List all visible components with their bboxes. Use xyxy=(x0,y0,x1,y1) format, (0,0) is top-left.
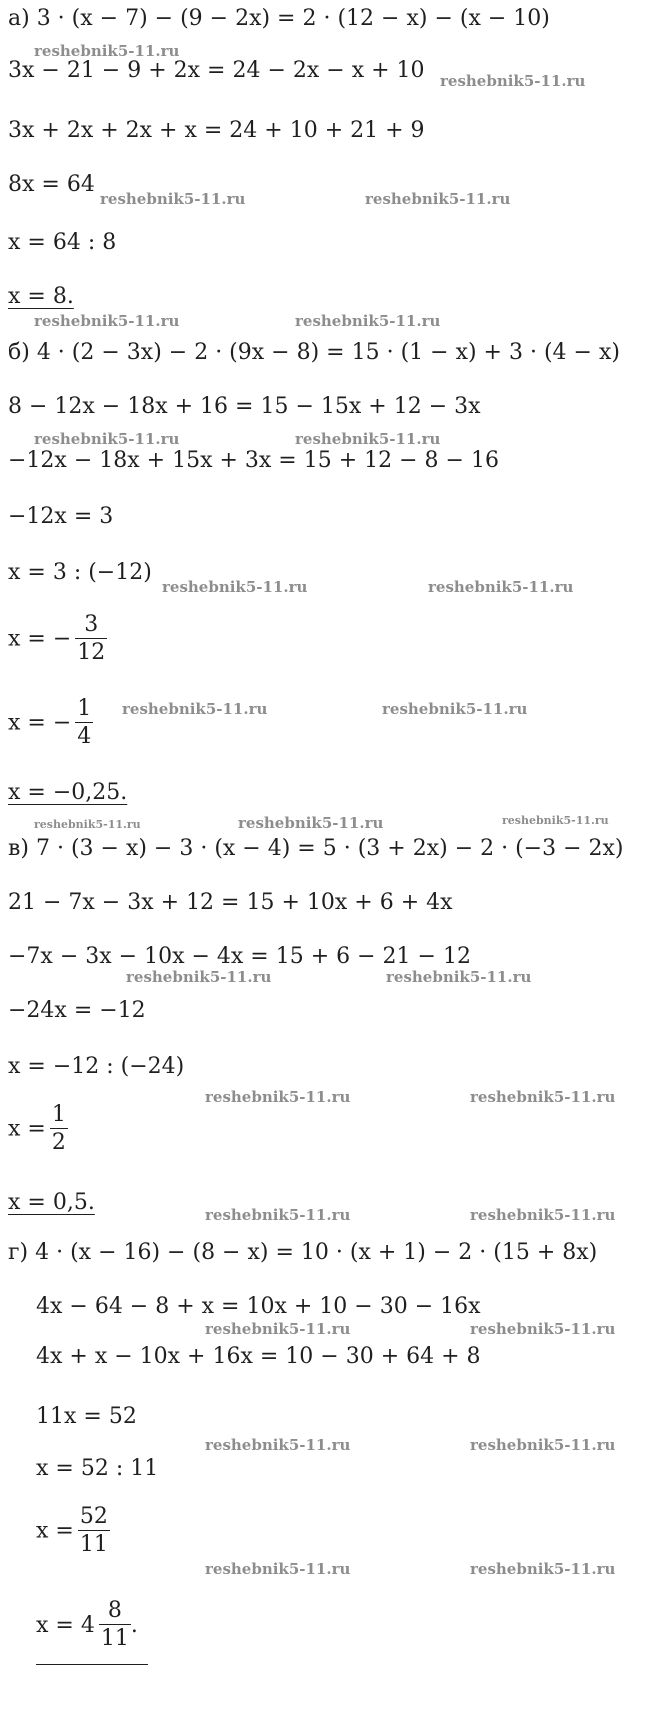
fraction xyxy=(99,1598,131,1653)
fraction-prefix: x = xyxy=(36,1518,74,1544)
part-b-equation: б) 4 · (2 − 3x) − 2 · (9x − 8) = 15 · (1 − x) + 3 · (4 − x) xyxy=(8,340,620,365)
part-a-step-3: 8x = 64 xyxy=(8,172,95,197)
watermark: reshebnik5-11.ru xyxy=(295,312,441,330)
part-b-step-1: 8 − 12x − 18x + 16 = 15 − 15x + 12 − 3x xyxy=(8,394,481,419)
watermark: reshebnik5-11.ru xyxy=(205,1206,351,1224)
fraction-prefix: x = xyxy=(8,1116,46,1142)
watermark: reshebnik5-11.ru xyxy=(34,312,180,330)
part-v-step-2: −7x − 3x − 10x − 4x = 15 + 6 − 21 − 12 xyxy=(8,944,471,969)
watermark: reshebnik5-11.ru xyxy=(205,1320,351,1338)
watermark: reshebnik5-11.ru xyxy=(126,968,272,986)
mixed-number-whole: x = 4 xyxy=(36,1612,95,1638)
fraction-prefix: x = − xyxy=(8,626,72,652)
fraction-numerator: 3 xyxy=(75,612,107,639)
part-a-step-2: 3x + 2x + 2x + x = 24 + 10 + 21 + 9 xyxy=(8,118,425,143)
fraction xyxy=(50,1102,68,1157)
part-a-step-4: x = 64 : 8 xyxy=(8,230,117,255)
watermark: reshebnik5-11.ru xyxy=(162,578,308,596)
part-a-answer: x = 8. xyxy=(8,284,74,309)
fraction-numerator: 8 xyxy=(99,1598,131,1625)
part-v-step-1: 21 − 7x − 3x + 12 = 15 + 10x + 6 + 4x xyxy=(8,890,453,915)
part-a-step-1: 3x − 21 − 9 + 2x = 24 − 2x − x + 10 xyxy=(8,58,425,83)
watermark: reshebnik5-11.ru xyxy=(100,190,246,208)
fraction-denominator: 4 xyxy=(77,724,92,749)
part-g-step-1: 4x − 64 − 8 + x = 10x + 10 − 30 − 16x xyxy=(36,1294,481,1319)
fraction-denominator: 12 xyxy=(77,640,106,665)
fraction-denominator: 11 xyxy=(79,1532,108,1557)
watermark: reshebnik5-11.ru xyxy=(470,1320,616,1338)
watermark: reshebnik5-11.ru xyxy=(34,430,180,448)
watermark: reshebnik5-11.ru xyxy=(205,1560,351,1578)
watermark: reshebnik5-11.ru xyxy=(295,430,441,448)
watermark: reshebnik5-11.ru xyxy=(205,1436,351,1454)
watermark: reshebnik5-11.ru xyxy=(238,814,384,832)
watermark: reshebnik5-11.ru xyxy=(428,578,574,596)
part-b-answer: x = −0,25. xyxy=(8,780,128,805)
part-b-step-4: x = 3 : (−12) xyxy=(8,560,152,585)
fraction-numerator: 52 xyxy=(79,1504,108,1529)
part-v-equation: в) 7 · (3 − x) − 3 · (x − 4) = 5 · (3 + 2x) − 2 · (−3 − 2x) xyxy=(8,836,624,861)
fraction xyxy=(78,1504,110,1559)
fraction-prefix: x = − xyxy=(8,710,72,736)
part-g-step-2: 4x + x − 10x + 16x = 10 − 30 + 64 + 8 xyxy=(36,1344,481,1369)
part-g-step-3: 11x = 52 xyxy=(36,1404,137,1429)
watermark: reshebnik5-11.ru xyxy=(382,700,528,718)
watermark: reshebnik5-11.ru xyxy=(470,1088,616,1106)
part-v-answer: x = 0,5. xyxy=(8,1190,95,1215)
part-g-equation: г) 4 · (x − 16) − (8 − x) = 10 · (x + 1) − 2 · (15 + 8x) xyxy=(8,1240,598,1265)
watermark: reshebnik5-11.ru xyxy=(470,1206,616,1224)
watermark: reshebnik5-11.ru xyxy=(34,42,180,60)
watermark: reshebnik5-11.ru xyxy=(440,72,586,90)
part-a-equation: а) 3 · (x − 7) − (9 − 2x) = 2 · (12 − x) − (x − 10) xyxy=(8,6,550,31)
fraction-denominator: 2 xyxy=(51,1130,66,1155)
part-b-step-2: −12x − 18x + 15x + 3x = 15 + 12 − 8 − 16 xyxy=(8,448,499,473)
part-g-step-5 xyxy=(36,1504,110,1559)
fraction xyxy=(75,696,93,751)
part-b-step-3: −12x = 3 xyxy=(8,504,114,529)
fraction-numerator: 1 xyxy=(51,1102,66,1127)
watermark: reshebnik5-11.ru xyxy=(122,700,268,718)
answer-underline xyxy=(36,1664,148,1665)
fraction-denominator: 11 xyxy=(100,1626,129,1651)
watermark: reshebnik5-11.ru xyxy=(470,1560,616,1578)
watermark: reshebnik5-11.ru xyxy=(386,968,532,986)
watermark: reshebnik5-11.ru xyxy=(34,818,141,831)
part-b-step-5 xyxy=(8,612,107,667)
part-g-answer xyxy=(36,1598,138,1653)
fraction-numerator: 1 xyxy=(77,696,92,721)
part-g-step-4: x = 52 : 11 xyxy=(36,1456,159,1481)
fraction xyxy=(75,612,107,667)
watermark: reshebnik5-11.ru xyxy=(502,814,609,827)
answer-period: . xyxy=(130,1612,138,1638)
part-b-step-6 xyxy=(8,696,93,751)
part-v-step-3: −24x = −12 xyxy=(8,998,146,1023)
watermark: reshebnik5-11.ru xyxy=(365,190,511,208)
watermark: reshebnik5-11.ru xyxy=(205,1088,351,1106)
part-v-step-4: x = −12 : (−24) xyxy=(8,1054,185,1079)
watermark: reshebnik5-11.ru xyxy=(470,1436,616,1454)
part-v-step-5 xyxy=(8,1102,68,1157)
